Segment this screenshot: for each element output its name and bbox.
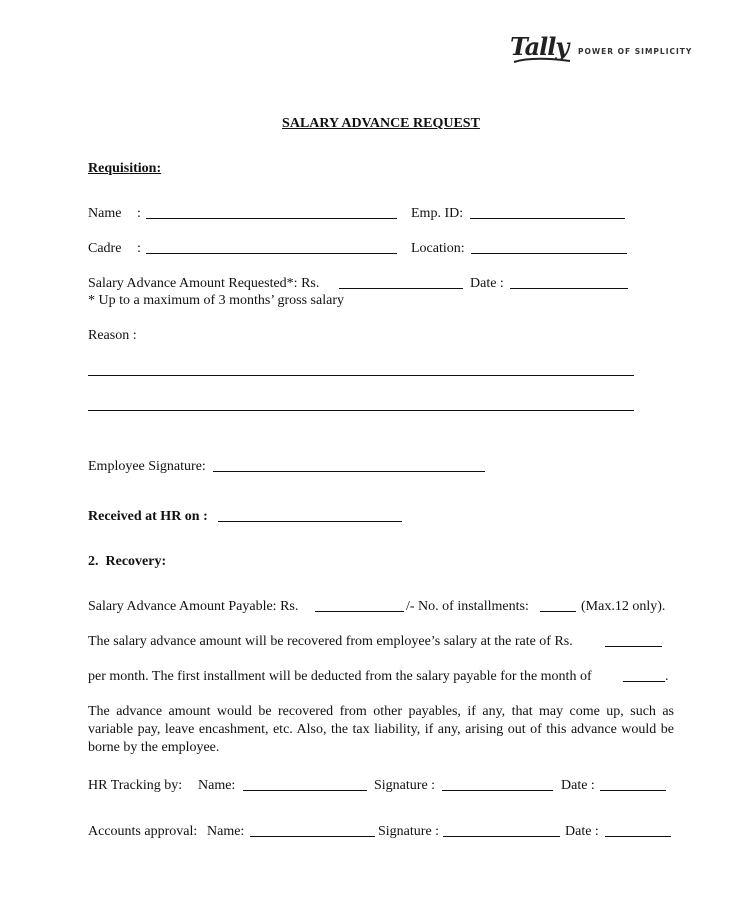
- first-installment-text: per month. The first installment will be deducted from the salary payable for the month of: [88, 669, 592, 684]
- accounts-name-field[interactable]: [250, 836, 375, 837]
- amount-payable-field[interactable]: [315, 611, 404, 612]
- hr-date-field[interactable]: [600, 790, 666, 791]
- cadre-label: Cadre: [88, 241, 122, 256]
- hr-name-field[interactable]: [243, 790, 367, 791]
- cadre-colon: :: [137, 241, 141, 256]
- received-at-hr-label: Received at HR on :: [88, 509, 208, 524]
- amount-requested-label: Salary Advance Amount Requested*: Rs.: [88, 276, 320, 291]
- amount-payable-label: Salary Advance Amount Payable: Rs.: [88, 599, 299, 614]
- employee-signature-label: Employee Signature:: [88, 459, 206, 474]
- name-label: Name: [88, 206, 122, 221]
- recovery-paragraph: The advance amount would be recovered from other payables, if any, that may come up, such as variable pay, leave encashment, etc. Also, the tax liability, if any, arising out of this advance would be borne by the employee.: [88, 704, 674, 755]
- location-label: Location:: [411, 241, 465, 256]
- logo-swoosh-icon: [512, 56, 572, 66]
- recovery-rate-text: The salary advance amount will be recovered from employee’s salary at the rate of Rs.: [88, 634, 573, 649]
- accounts-signature-field[interactable]: [443, 836, 560, 837]
- accounts-date-field[interactable]: [605, 836, 671, 837]
- received-at-hr-field[interactable]: [218, 521, 402, 522]
- employee-signature-field[interactable]: [213, 471, 485, 472]
- hr-signature-field[interactable]: [442, 790, 553, 791]
- recovery-rate-field[interactable]: [605, 646, 662, 647]
- logo-tagline: POWER OF SIMPLICITY: [578, 47, 693, 56]
- date-label: Date :: [470, 276, 504, 291]
- location-field[interactable]: [471, 253, 627, 254]
- tally-logo: [510, 32, 693, 61]
- reason-line-1[interactable]: [88, 375, 634, 376]
- reason-line-2[interactable]: [88, 410, 634, 411]
- emp-id-field[interactable]: [470, 218, 625, 219]
- amount-footnote: * Up to a maximum of 3 months’ gross salary: [88, 293, 344, 308]
- hr-date-label: Date :: [561, 778, 595, 793]
- name-colon: :: [137, 206, 141, 221]
- recovery-heading: 2. Recovery:: [88, 554, 167, 569]
- form-title: SALARY ADVANCE REQUEST: [282, 116, 480, 131]
- cadre-field[interactable]: [146, 253, 397, 254]
- accounts-signature-label: Signature :: [378, 824, 440, 839]
- requisition-heading: Requisition:: [88, 161, 162, 176]
- accounts-name-label: Name:: [207, 824, 245, 839]
- installments-label: /- No. of installments:: [406, 599, 529, 614]
- reason-label: Reason :: [88, 328, 137, 343]
- hr-name-label: Name:: [198, 778, 236, 793]
- installments-field[interactable]: [540, 611, 576, 612]
- hr-tracking-label: HR Tracking by:: [88, 778, 183, 793]
- date-field[interactable]: [510, 288, 628, 289]
- accounts-approval-label: Accounts approval:: [88, 824, 198, 839]
- first-installment-month-field[interactable]: [623, 681, 665, 682]
- logo-wordmark: Tally: [510, 32, 569, 61]
- accounts-date-label: Date :: [565, 824, 599, 839]
- month-period: .: [665, 669, 669, 684]
- max-installments-note: (Max.12 only).: [581, 599, 666, 614]
- emp-id-label: Emp. ID:: [411, 206, 464, 221]
- name-field[interactable]: [146, 218, 397, 219]
- hr-signature-label: Signature :: [374, 778, 436, 793]
- amount-requested-field[interactable]: [339, 288, 463, 289]
